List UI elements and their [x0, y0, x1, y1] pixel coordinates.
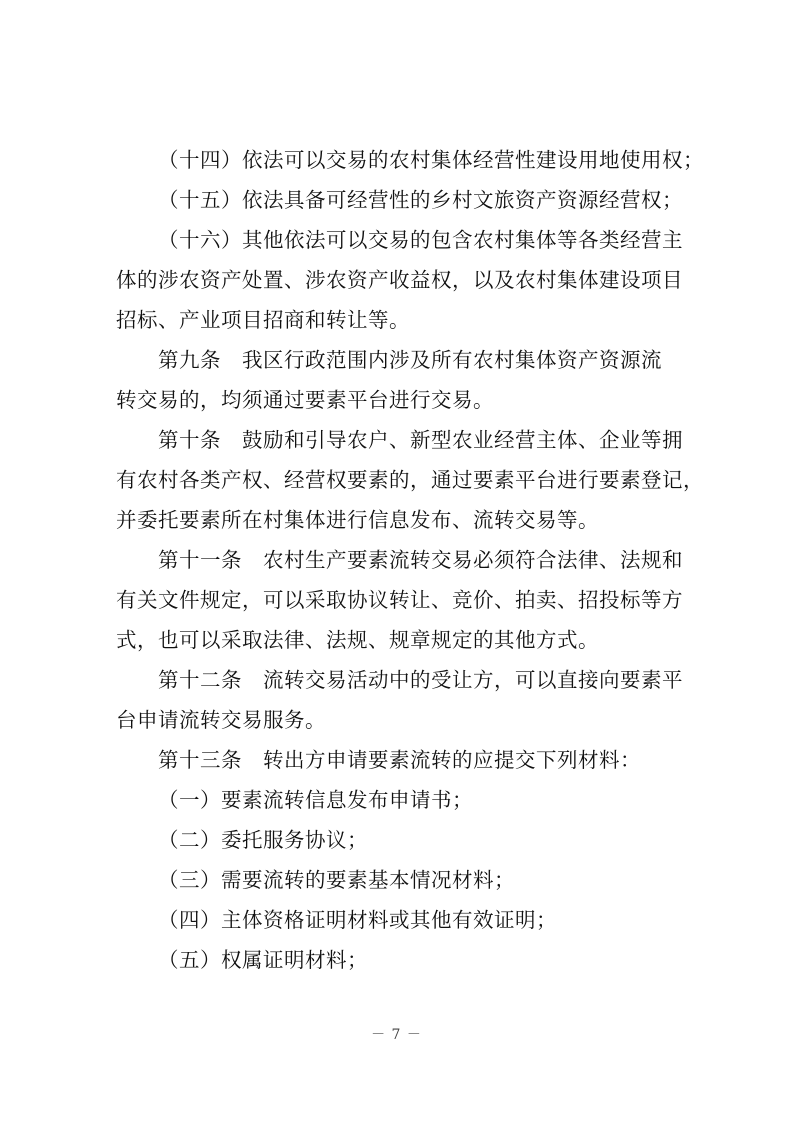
text-line: 并委托要素所在村集体进行信息发布、流转交易等。 — [116, 508, 599, 532]
text-line: 转交易的，均须通过要素平台进行交易。 — [116, 388, 494, 412]
text-line: （十五）依法具备可经营性的乡村文旅资产资源经营权； — [158, 188, 683, 212]
article-13-line: 第十三条 转出方申请要素流转的应提交下列材料： — [158, 748, 641, 772]
article-12-line: 第十二条 流转交易活动中的受让方，可以直接向要素平 — [158, 668, 683, 692]
text-line: 有关文件规定，可以采取协议转让、竞价、拍卖、招投标等方 — [116, 588, 683, 612]
page-number: － 7 － — [371, 1027, 422, 1043]
article-11-line: 第十一条 农村生产要素流转交易必须符合法律、法规和 — [158, 548, 683, 572]
document-body — [116, 140, 704, 980]
list-item: （四）主体资格证明材料或其他有效证明； — [158, 908, 557, 932]
text-line: （十六）其他依法可以交易的包含农村集体等各类经营主 — [158, 228, 683, 252]
text-line: 体的涉农资产处置、涉农资产收益权，以及农村集体建设项目 — [116, 268, 683, 292]
list-item: （五）权属证明材料； — [158, 948, 368, 972]
article-10-line: 第十条 鼓励和引导农户、新型农业经营主体、企业等拥 — [158, 428, 683, 452]
text-line: 有农村各类产权、经营权要素的，通过要素平台进行要素登记， — [116, 468, 704, 492]
text-line: 招标、产业项目招商和转让等。 — [116, 308, 410, 332]
text-line: 台申请流转交易服务。 — [116, 708, 326, 732]
list-item: （二）委托服务协议； — [158, 828, 368, 852]
list-item: （三）需要流转的要素基本情况材料； — [158, 868, 515, 892]
article-9-line: 第九条 我区行政范围内涉及所有农村集体资产资源流 — [158, 348, 662, 372]
text-line: （十四）依法可以交易的农村集体经营性建设用地使用权； — [158, 148, 704, 172]
text-line: 式，也可以采取法律、法规、规章规定的其他方式。 — [116, 628, 599, 652]
list-item: （一）要素流转信息发布申请书； — [158, 788, 473, 812]
